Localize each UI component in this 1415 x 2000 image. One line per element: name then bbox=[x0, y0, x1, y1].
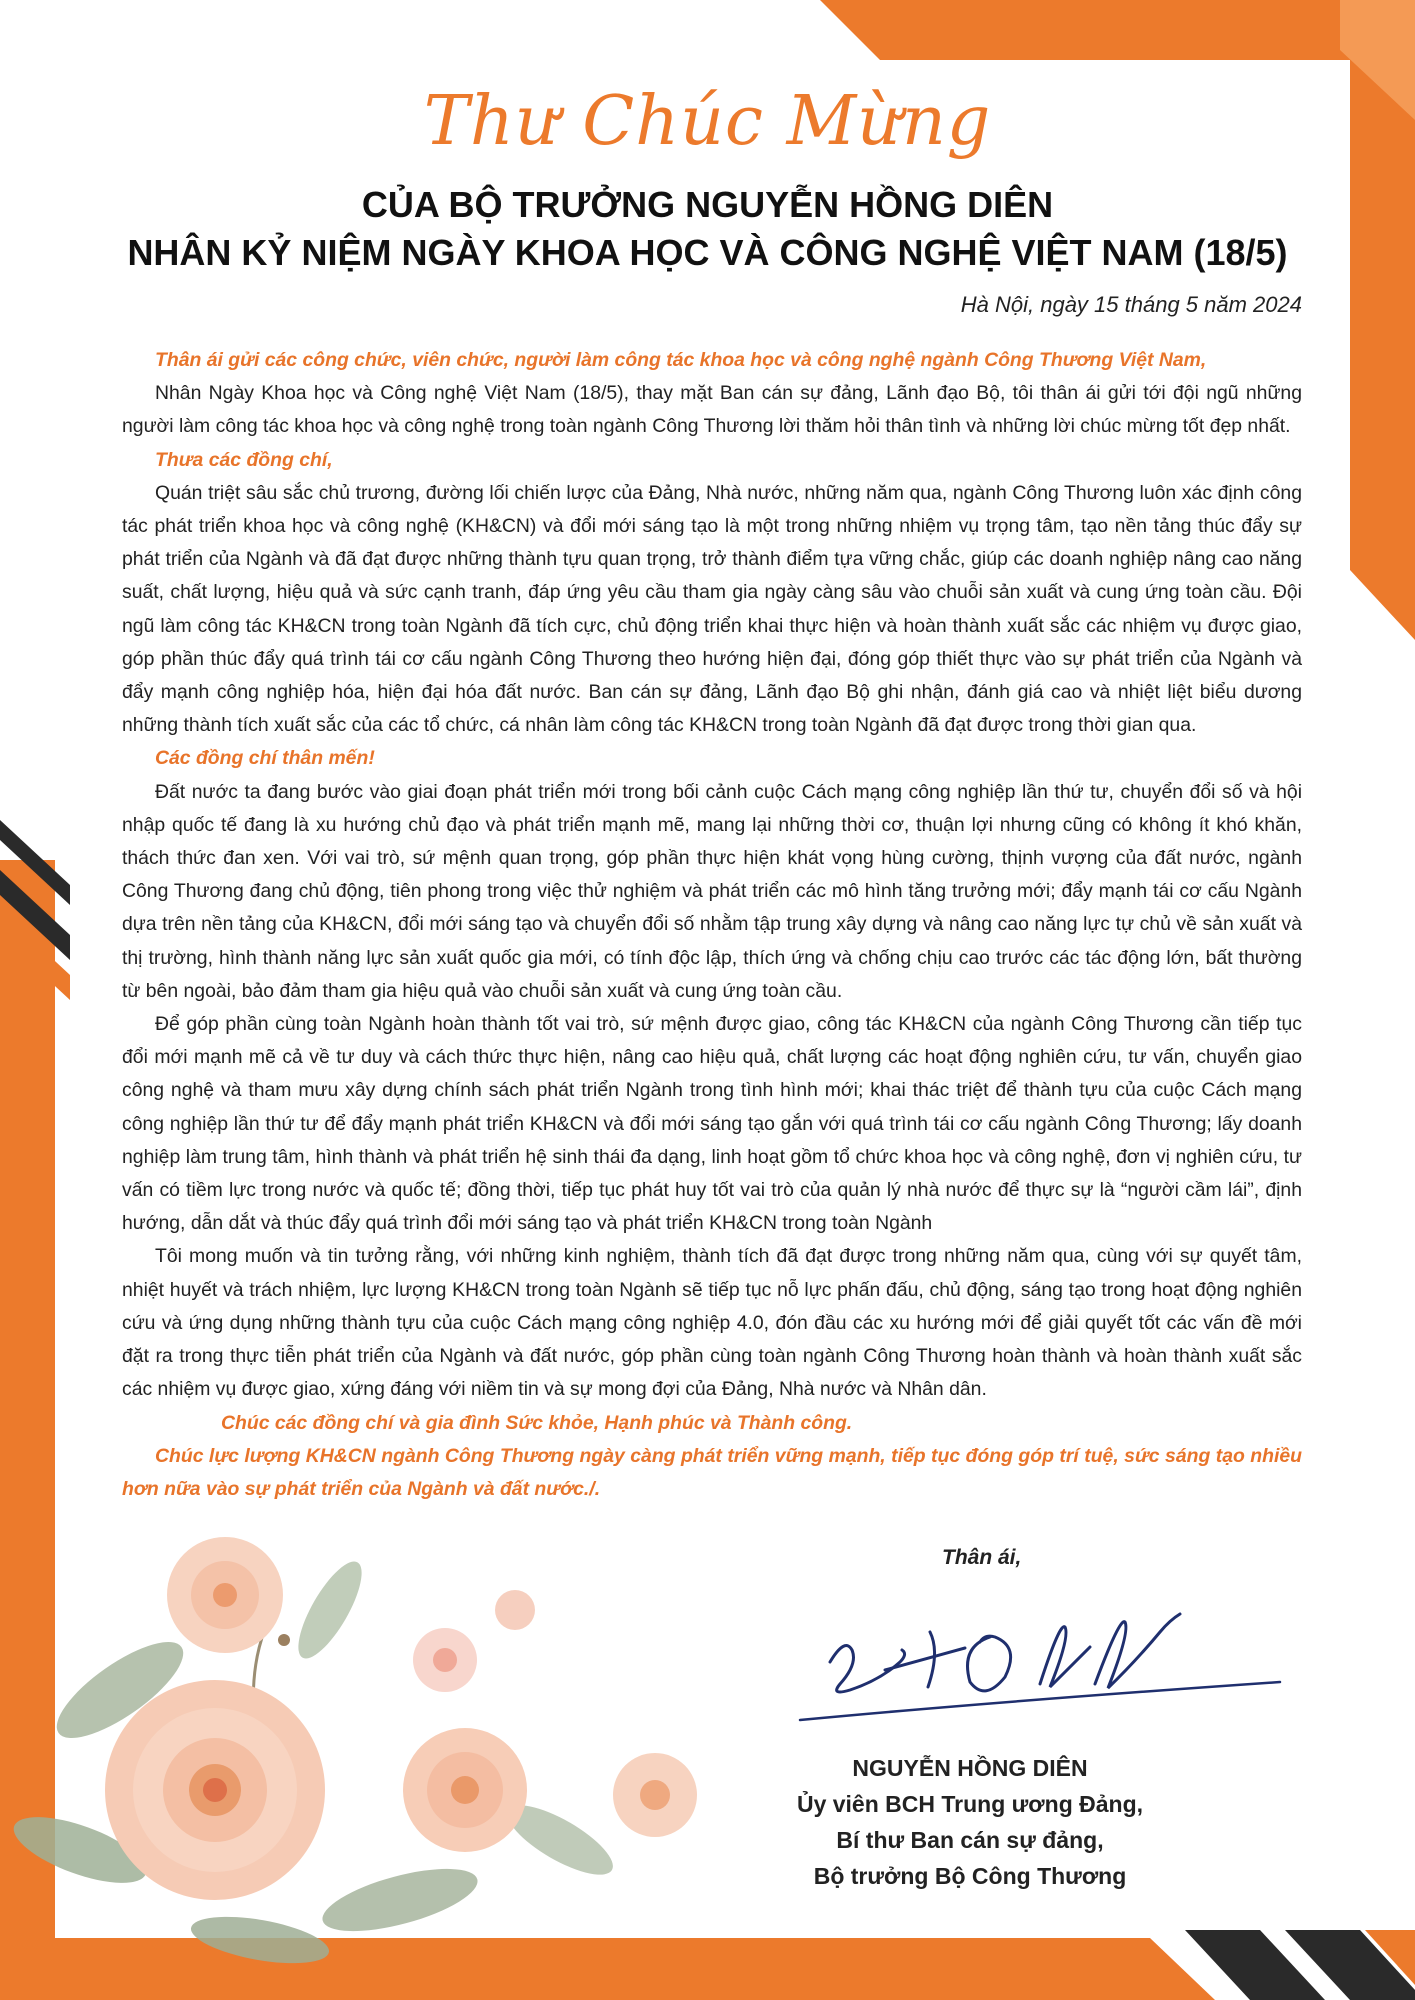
signer-title-3: Bộ trưởng Bộ Công Thương bbox=[813, 1863, 1127, 1889]
wish-1: Chúc các đồng chí và gia đình Sức khỏe, Hạnh phúc và Thành công. bbox=[221, 1411, 853, 1434]
letter-heading-line-2: NHÂN KỶ NIỆM NGÀY KHOA HỌC VÀ CÔNG NGHỆ VIỆT NAM (18/5) bbox=[127, 232, 1288, 273]
letter-title-script: Thư Chúc Mừng bbox=[423, 82, 992, 161]
closing: Thân ái, bbox=[942, 1546, 1022, 1569]
signer-title-2: Bí thư Ban cán sự đảng, bbox=[836, 1827, 1104, 1853]
paragraph-1: Nhân Ngày Khoa học và Công nghệ Việt Nam (18/5), thay mặt Ban cán sự đảng, Lãnh đạo Bộ, tôi thân ái gửi tới đội ngũ những người làm công tác khoa học và công nghệ trong toàn ngành Công Thương lời thăm hỏi thân tình và những lời chúc mừng tốt đẹp nhất. bbox=[122, 382, 1302, 438]
signer-block bbox=[760, 1750, 1180, 1894]
paragraph-5: Tôi mong muốn và tin tưởng rằng, với những kinh nghiệm, thành tích đã đạt được trong những năm qua, cùng với sự quyết tâm, nhiệt huyết và trách nhiệm, lực lượng KH&CN trong toàn Ngành sẽ tiếp tục nỗ lực phấn đấu, chủ động, sáng tạo trong hoạt động nghiên cứu và ứng dụng những thành tựu của cuộc Cách mạng công nghiệp 4.0, đón đầu các xu hướng mới để giải quyết tốt các vấn đề mới đặt ra trong thực tiễn phát triển của Ngành và đất nước, góp phần cùng toàn ngành Công Thương hoàn thành và hoàn thành xuất sắc các nhiệm vụ được giao, xứng đáng với niềm tin và sự mong đợi của Đảng, Nhà nước và Nhân dân. bbox=[122, 1245, 1302, 1401]
paragraph-4: Để góp phần cùng toàn Ngành hoàn thành tốt vai trò, sứ mệnh được giao, công tác KH&CN của ngành Công Thương cần tiếp tục đổi mới mạnh mẽ cả về tư duy và cách thức thực hiện, nâng cao hiệu quả, chất lượng các hoạt động nghiên cứu, tư vấn, chuyển giao công nghệ và tham mưu xây dựng chính sách phát triển Ngành trong tình hình mới; khai thác triệt để thành tựu của cuộc Cách mạng công nghiệp lần thứ tư để đẩy mạnh phát triển KH&CN và đổi mới sáng tạo gắn với quá trình tái cơ cấu ngành Công Thương; lấy doanh nghiệp làm trung tâm, hình thành và phát triển hệ sinh thái đa dạng, linh hoạt gồm tổ chức khoa học và công nghệ, đơn vị nghiên cứu, tư vấn có tiềm lực trong nước và quốc tế; đồng thời, tiếp tục phát huy tốt vai trò của quản lý nhà nước để thực sự là “người cầm lái”, định hướng, dẫn dắt và thúc đẩy quá trình đổi mới sáng tạo và phát triển KH&CN trong toàn Ngành bbox=[122, 1013, 1302, 1235]
signer-name: NGUYỄN HỒNG DIÊN bbox=[852, 1755, 1088, 1781]
greeting-3: Các đồng chí thân mến! bbox=[155, 747, 375, 770]
signer-title-1: Ủy viên BCH Trung ương Đảng, bbox=[796, 1791, 1144, 1817]
signature-icon bbox=[790, 1592, 1290, 1722]
paragraph-2: Quán triệt sâu sắc chủ trương, đường lối chiến lược của Đảng, Nhà nước, những năm qua, ngành Công Thương luôn xác định công tác phát triển khoa học và công nghệ (KH&CN) và đổi mới sáng tạo là một trong những nhiệm vụ trọng tâm, tạo nền tảng thúc đẩy sự phát triển của Ngành và đã đạt được những thành tựu quan trọng, trở thành điểm tựa vững chắc, giúp các doanh nghiệp nâng cao năng suất, chất lượng, hiệu quả và sức cạnh tranh, đáp ứng yêu cầu tham gia ngày càng sâu vào chuỗi sản xuất và cung ứng toàn cầu. Đội ngũ làm công tác KH&CN trong toàn Ngành đã tích cực, chủ động triển khai thực hiện và hoàn thành xuất sắc các nhiệm vụ được giao, góp phần thúc đẩy quá trình tái cơ cấu ngành Công Thương theo hướng hiện đại, đóng góp thiết thực vào sự phát triển của Ngành và đẩy mạnh công nghiệp hóa, hiện đại hóa đất nước. Ban cán sự đảng, Lãnh đạo Bộ ghi nhận, đánh giá cao và nhiệt liệt biểu dương những thành tích xuất sắc của các tổ chức, cá nhân làm công tác KH&CN trong toàn Ngành đã đạt được trong thời gian qua. bbox=[122, 481, 1302, 737]
letter-body bbox=[122, 344, 1302, 1506]
paragraph-3: Đất nước ta đang bước vào giai đoạn phát triển mới trong bối cảnh cuộc Cách mạng công nghiệp lần thứ tư, chuyển đổi số và hội nhập quốc tế đang là xu hướng chủ đạo và phát triển mạnh mẽ, mang lại những thời cơ, thuận lợi nhưng cũng có không ít khó khăn, thách thức đan xen. Với vai trò, sứ mệnh quan trọng, góp phần thực hiện khát vọng hùng cường, thịnh vượng của đất nước, ngành Công Thương đang chủ động, tiên phong trong việc thử nghiệm và phát triển các mô hình tăng trưởng mới; đẩy mạnh tái cơ cấu Ngành dựa trên nền tảng của KH&CN, đổi mới sáng tạo và chuyển đổi số nhằm tập trung xây dựng và nâng cao năng lực tự chủ về sản xuất và thị trường, hình thành năng lực sản xuất quốc gia mới, có tính độc lập, thích ứng và chống chịu cao trước các tác động lớn, bất thường từ bên ngoài, bảo đảm tham gia hiệu quả vào chuỗi sản xuất và cung ứng toàn cầu. bbox=[122, 780, 1302, 1002]
salutation: Thân ái gửi các công chức, viên chức, người làm công tác khoa học và công nghệ ngành Công Thương Việt Nam, bbox=[155, 349, 1207, 371]
wish-2: Chúc lực lượng KH&CN ngành Công Thương ngày càng phát triển vững mạnh, tiếp tục đóng góp trí tuệ, sức sáng tạo nhiều hơn nữa vào sự phát triển của Ngành và đất nước./. bbox=[122, 1444, 1302, 1500]
greeting-2: Thưa các đồng chí, bbox=[155, 448, 333, 471]
date-line: Hà Nội, ngày 15 tháng 5 năm 2024 bbox=[960, 292, 1302, 317]
letter-heading-line-1: CỦA BỘ TRƯỞNG NGUYỄN HỒNG DIÊN bbox=[361, 184, 1054, 225]
